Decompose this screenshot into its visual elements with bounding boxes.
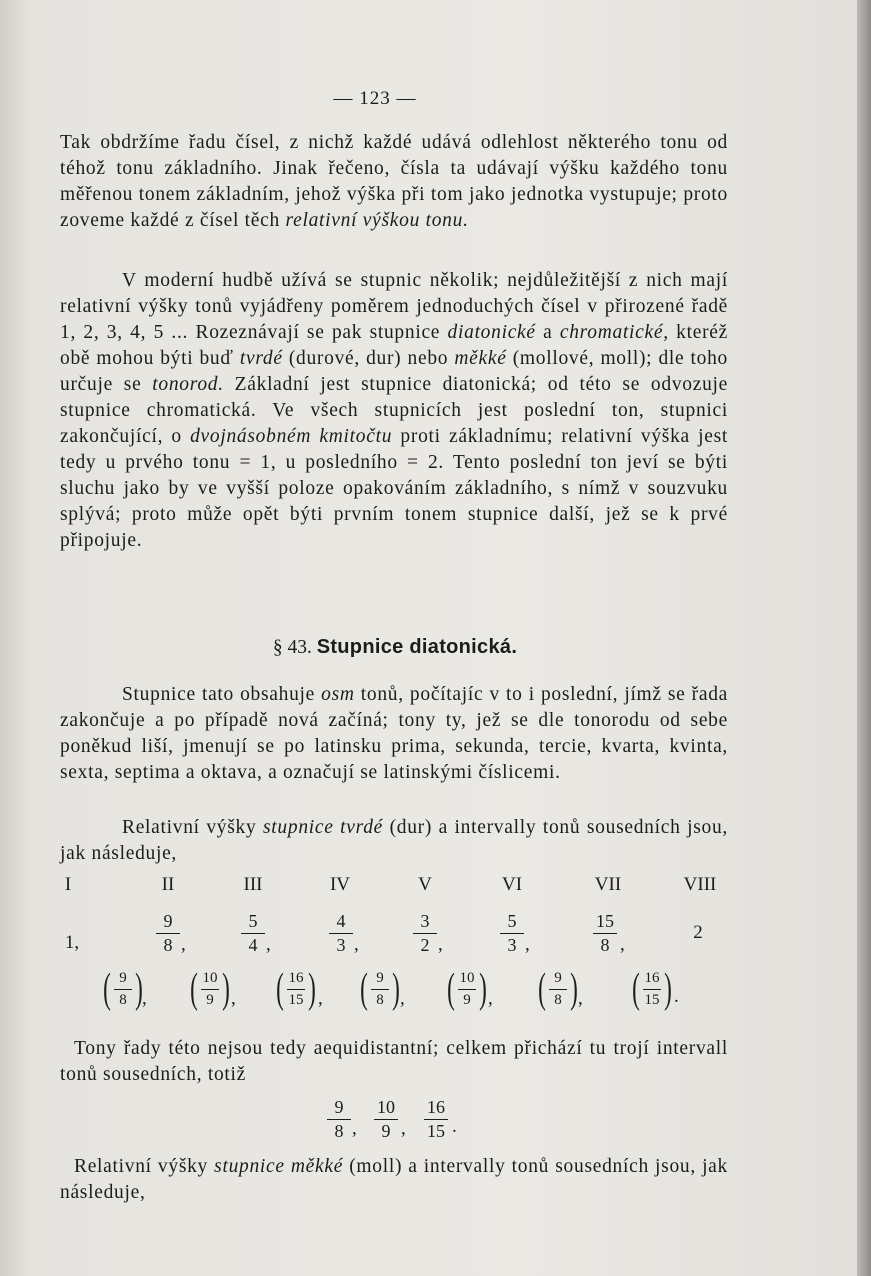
text: Základní jest stupnice diatonická; od této se odvozuje stupnice chromatická. Ve všech stupnicích jest poslední ton, stupnici zakončující, o: [60, 374, 729, 447]
paragraph-minor-intro: [60, 1154, 728, 1206]
denominator: 3: [507, 935, 517, 955]
fraction-bar: [374, 1119, 398, 1120]
denominator: 15: [427, 1121, 445, 1141]
interval-fraction: [424, 1098, 448, 1140]
interval-fraction: [201, 970, 219, 1008]
numerator: 16: [288, 970, 304, 986]
height-fraction: [156, 912, 180, 954]
emphasis: chromatické,: [559, 322, 669, 343]
height-value: [65, 932, 79, 954]
emphasis: měkké: [454, 348, 507, 369]
height-fraction: [329, 912, 353, 954]
text: Tak obdržíme řadu čísel, z nichž každé udává odlehlost některého tonu od téhož tonu základního. Jinak řečeno, čísla ta udávají výšku každého tonu měřenou tonem základním, jehož výška při tom jako jednotka vystupuje; proto zoveme každé z čísel těch: [60, 132, 728, 231]
comma: ,: [438, 934, 443, 955]
fraction-bar: [500, 933, 524, 934]
open-paren: (: [190, 966, 198, 1012]
emphasis: stupnice tvrdé: [263, 817, 384, 838]
interval: [100, 968, 146, 1010]
denominator: 9: [206, 992, 214, 1008]
height-fraction: [241, 912, 265, 954]
comma: ,: [231, 988, 236, 1009]
text: V moderní hudbě užívá se stupnic několik; nejdůležitější z nich mají relativní výšky tonů vyjádřeny poměrem jednoduchých čísel v přirozené řadě 1, 2, 3, 4, 5 ... Rozeznávají se pak stupnice: [60, 270, 728, 343]
interval-fraction: [327, 1098, 351, 1140]
numerator: 4: [336, 911, 346, 931]
comma: ,: [266, 934, 271, 955]
open-paren: (: [276, 966, 284, 1012]
denominator: 8: [163, 935, 173, 955]
degree-label: VI: [501, 874, 523, 895]
denominator: 15: [288, 992, 304, 1008]
interval: [357, 968, 403, 1010]
numerator: 5: [507, 911, 517, 931]
numerator: 3: [420, 911, 430, 931]
numerator: 9: [376, 970, 384, 986]
fraction-bar: [201, 989, 219, 990]
fraction-bar: [241, 933, 265, 934]
denominator: 8: [119, 992, 127, 1008]
period: .: [674, 986, 679, 1007]
text: Relativní výšky: [122, 817, 264, 838]
interval-fraction: [549, 970, 567, 1008]
interval: [187, 968, 233, 1010]
fraction-bar: [114, 989, 132, 990]
emphasis: osm: [321, 684, 355, 705]
open-paren: (: [103, 966, 111, 1012]
degree-label: V: [418, 874, 432, 895]
denominator: 9: [381, 1121, 391, 1141]
fraction-bar: [156, 933, 180, 934]
denominator: 8: [376, 992, 384, 1008]
emphasis: diatonické: [447, 322, 536, 343]
comma: ,: [488, 988, 493, 1009]
height-fraction: [593, 912, 617, 954]
comma: ,: [142, 988, 147, 1009]
interval-fraction: [374, 1098, 398, 1140]
comma: ,: [352, 1118, 357, 1139]
emphasis: dvojnásobném kmitočtu: [190, 426, 393, 447]
numerator: 16: [427, 1097, 445, 1117]
numerator: 9: [554, 970, 562, 986]
numerator: 10: [377, 1097, 395, 1117]
emphasis: stupnice měkké: [214, 1156, 344, 1177]
open-paren: (: [447, 966, 455, 1012]
text: a: [535, 322, 560, 343]
fraction-bar: [549, 989, 567, 990]
denominator: 9: [463, 992, 471, 1008]
height-first: 1: [64, 932, 75, 953]
interval: [444, 968, 490, 1010]
section-number: § 43.: [272, 637, 312, 658]
numerator: 9: [334, 1097, 344, 1117]
fraction-bar: [327, 1119, 351, 1120]
interval-fraction: [643, 970, 661, 1008]
open-paren: (: [360, 966, 368, 1012]
interval: [273, 968, 319, 1010]
page-number: — 123 —: [333, 88, 417, 109]
numerator: 9: [119, 970, 127, 986]
degree-label: VIII: [683, 874, 717, 895]
text: Relativní výšky: [74, 1156, 215, 1177]
numerator: 15: [596, 911, 614, 931]
text: kteréž obě mohou býti buď: [60, 322, 729, 369]
comma: ,: [578, 988, 583, 1009]
text: (moll) a intervally tonů sousedních jsou, jak následuje,: [60, 1156, 728, 1203]
comma: ,: [525, 934, 530, 955]
close-paren: ): [135, 966, 143, 1012]
denominator: 4: [248, 935, 258, 955]
text: tonů, počítajíc v to i poslední, jímž se řada zakončuje a po případě nová začíná; tony ty, jež se dle tonorodu od sebe poněkud liší, jmenují se po latinsku prima, sekunda, tercie, kvarta, kvinta, sexta, septima a oktava, a označují se latinskými číslicemi.: [60, 684, 728, 783]
close-paren: ): [479, 966, 487, 1012]
page-edge-shadow: [857, 0, 871, 1276]
close-paren: ): [308, 966, 316, 1012]
paragraph-not-equidistant: [60, 1036, 728, 1088]
text: Tony řady této nejsou tedy aequidistantní; celkem přichází tu trojí intervall tonů sousedních, totiž: [60, 1038, 728, 1085]
open-paren: (: [632, 966, 640, 1012]
period: .: [452, 1116, 457, 1137]
comma: ,: [354, 934, 359, 955]
close-paren: ): [570, 966, 578, 1012]
paragraph-relative-pitch: [60, 130, 728, 234]
close-paren: ): [222, 966, 230, 1012]
fraction-bar: [413, 933, 437, 934]
numerator: 16: [644, 970, 660, 986]
text: (mollové, moll); dle toho určuje se: [60, 348, 728, 395]
interval-fraction: [114, 970, 132, 1008]
paragraph-major-intro: [60, 815, 728, 867]
height-fraction: [413, 912, 437, 954]
paragraph-eight-tones: [60, 682, 728, 786]
denominator: 15: [644, 992, 660, 1008]
interval-fraction: [287, 970, 305, 1008]
numerator: 10: [202, 970, 218, 986]
section-title: Stupnice diatonická.: [316, 636, 518, 658]
height-fraction: [500, 912, 524, 954]
paragraph-scales: [60, 268, 728, 554]
denominator: 8: [600, 935, 610, 955]
degree-label: VII: [594, 874, 622, 895]
numerator: 5: [248, 911, 258, 931]
comma: ,: [400, 988, 405, 1009]
emphasis: relativní výškou tonu.: [285, 210, 469, 231]
denominator: 8: [554, 992, 562, 1008]
fraction-bar: [643, 989, 661, 990]
text: proti základnímu; relativní výška jest tedy u prvého tonu = 1, u posledního = 2. Tento poslední ton jeví se býti sluchu jako by ve vyšší poloze opakováním základního, s nímž v souzvuku splývá; proto může opět býti prvním tonem stupnice další, jež se k prvé připojuje.: [60, 426, 729, 551]
interval-fraction: [371, 970, 389, 1008]
interval-fraction: [458, 970, 476, 1008]
interval: [535, 968, 581, 1010]
numerator: 9: [163, 911, 173, 931]
emphasis: tonorod.: [152, 374, 224, 395]
comma: ,: [74, 932, 80, 953]
comma: ,: [620, 934, 625, 955]
text: (dur) a intervally tonů sousedních jsou, jak následuje,: [60, 817, 728, 864]
interval: [629, 968, 675, 1010]
fraction-bar: [458, 989, 476, 990]
comma: ,: [181, 934, 186, 955]
fraction-bar: [593, 933, 617, 934]
numerator: 10: [459, 970, 475, 986]
degree-label: IV: [329, 874, 351, 895]
height-last: 2: [693, 922, 703, 943]
comma: ,: [401, 1118, 406, 1139]
open-paren: (: [538, 966, 546, 1012]
close-paren: ): [392, 966, 400, 1012]
comma: ,: [318, 988, 323, 1009]
denominator: 8: [334, 1121, 344, 1141]
degree-label: II: [161, 874, 175, 895]
emphasis: tvrdé: [239, 348, 283, 369]
fraction-bar: [371, 989, 389, 990]
close-paren: ): [664, 966, 672, 1012]
denominator: 2: [420, 935, 430, 955]
section-heading: [0, 636, 790, 659]
fraction-bar: [329, 933, 353, 934]
text: (durové, dur) nebo: [282, 348, 455, 369]
fraction-bar: [424, 1119, 448, 1120]
degree-label: I: [64, 874, 72, 895]
denominator: 3: [336, 935, 346, 955]
fraction-bar: [287, 989, 305, 990]
degree-label: III: [243, 874, 263, 895]
text: Stupnice tato obsahuje: [122, 684, 322, 705]
